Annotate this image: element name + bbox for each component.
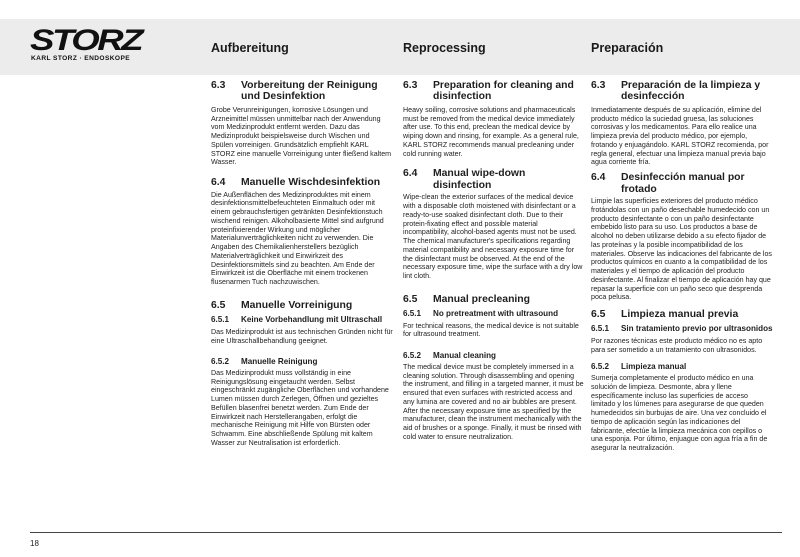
subsection-heading: 6.5.2 Manuelle Reinigung (211, 357, 318, 367)
page-number: 18 (30, 539, 39, 548)
section-heading: 6.4 Desinfección manual por frotado (591, 172, 745, 195)
section-heading: 6.5 Limpieza manual previa (591, 309, 739, 320)
column-header-german: Aufbereitung (211, 41, 289, 55)
subsection-heading: 6.5.1 No pretreatment with ultrasound (403, 309, 559, 319)
section-text: The medical device must be completely immersed in a cleaning solution. Through disassembling and opening the instrument, and filling in a targeted manner, it must be ensured that even surfaces with restricted access and any lumina are covered and no air bubbles are present. After the necessary exposure time as specified by the manufacturer, clean the instrument mechanically with the aid of brushes or a sponge. Finally, it must be rinsed with cold water to ensure neutralization. (403, 362, 584, 441)
section-text: Die Außenflächen des Medizinproduktes mit einem desinfektionsmittelbefeuchteten Einmaltuch oder mit einem gebrauchsfertigen getränkten Desinfektionstuch wischend reinigen. Alkoholbasierte Mittel sind aufgrund proteinfixierender Wirkung und möglicher Materialunverträglichkeiten nicht zu verwenden. Die Angaben des Chemikalienherstellers bezüglich Materialverträglichkeit und Einwirkzeit des Desinfektionsmittels sind zu beachten. Am Ende der Einwirkzeit ist die Oberfläche mit einem trockenen flusenarmen Tuch nachzuwischen. (211, 190, 384, 287)
section-text: For technical reasons, the medical device is not suitable for ultrasound treatment. (403, 321, 579, 339)
section-text: Das Medizinprodukt ist aus technischen Gründen nicht für eine Ultraschallbehandlung geeignet. (211, 327, 393, 345)
column-header-english: Reprocessing (403, 41, 486, 55)
section-heading: 6.4 Manual wipe-down disinfection (403, 168, 526, 191)
section-text: Por razones técnicas este producto médico no es apto para ser sometido a un tratamiento con ultrasonidos. (591, 336, 763, 354)
section-heading: 6.3 Preparation for cleaning and disinfection (403, 80, 574, 103)
subsection-heading: 6.5.2 Limpieza manual (591, 362, 687, 372)
section-heading: 6.5 Manual precleaning (403, 293, 531, 305)
column-english (403, 80, 585, 442)
section-heading: 6.3 Vorbereitung der Reinigung und Desinfektion (211, 80, 378, 103)
section-text: Das Medizinprodukt muss vollständig in eine Reinigungslösung eingetaucht werden. Selbst eingeschränkt zugängliche Oberflächen und vorhandene Lumen müssen durch Zerlegen, Öffnen und gezieltes Befüllen blasenfrei benetzt werden. Zum Ende der Einwirkzeit nach Herstellerangaben, erfolgt die mechanische Reinigung mit Hilfe von Bürsten oder Schwamm. Eine abschließende Spülung mit kaltem Wasser zur Neutralisation ist erforderlich. (211, 368, 389, 447)
footer-divider (30, 532, 782, 533)
logo-wordmark: STORZ (30, 24, 142, 57)
karl-storz-logo (30, 24, 142, 70)
column-header-spanish: Preparación (591, 41, 664, 55)
subsection-heading: 6.5.1 Keine Vorbehandlung mit Ultraschall (211, 315, 383, 325)
section-text: Grobe Verunreinigungen, korrosive Lösungen und Arzneimittel müssen unmittelbar nach der Anwendung vom Medizinprodukt entfernt werden. Dazu das Medizinprodukt beispielsweise durch Wischen und Spülen vorreinigen. Grundsätzlich empfiehlt KARL STORZ eine manuelle Vorreinigung unter fließend kaltem Wasser. (211, 105, 392, 167)
subsection-heading: 6.5.1 Sin tratamiento previo por ultrasonidos (591, 324, 773, 334)
section-text: Heavy soiling, corrosive solutions and pharmaceuticals must be removed from the medical device immediately after use. To this end, preclean the medical device by wiping down and rinsing, for example. As a general rule, KARL STORZ recommends manual precleaning under cold running water. (403, 105, 579, 158)
logo-subtitle: KARL STORZ · ENDOSKOPE (31, 55, 131, 62)
subsection-heading: 6.5.2 Manual cleaning (403, 351, 496, 361)
section-heading: 6.3 Preparación de la limpieza y desinfección (591, 80, 761, 103)
section-text: Wipe-clean the exterior surfaces of the medical device with a disposable cloth moistened with disinfectant or a ready-to-use soaked disinfectant cloth. Due to their protein-fixating effect and possible material incompatibility, alcohol-based agents must not be used. The chemical manufacturer's specifications regarding material compatibility and necessary exposure time for the disinfectant must be observed. At the end of the necessary exposure time, wipe the surface with a dry low lint cloth. (403, 193, 583, 280)
section-text: Inmediatamente después de su aplicación, elimine del producto médico la suciedad gruesa, las soluciones corrosivas y los medicamentos. Para ello realice una limpieza previa del producto médico, por ejemplo, frotando y enjuagándolo. KARL STORZ recomienda, por regla general, efectuar una limpieza manual previa bajo agua corriente fría. (591, 105, 769, 167)
section-text: Limpie las superficies exteriores del producto médico frotándolas con un paño desechable humedecido con un producto desinfectante o con un paño desinfectante embebido listo para su uso. Los productos a base de alcohol no deben utilizarse debido a su efecto fijador de las proteínas y la posible incompatibilidad de los materiales. Observe las indicaciones del fabricante de los productos químicos en cuanto a la compatibilidad de los materiales y el tiempo de aplicación del producto desinfectante. Al finalizar el tiempo de aplicación hay que repasar la superficie con un paño seco que desprenda poca pelusa. (591, 197, 772, 302)
column-german (211, 80, 393, 448)
section-heading: 6.5 Manuelle Vorreinigung (211, 299, 353, 311)
column-spanish (591, 80, 773, 453)
section-text: Sumerja completamente el producto médico en una solución de limpieza. Desmonte, abra y llene específicamente incluso las superficies de acceso limitado y los lúmenes para asegurarse de que queden humedecidos sin burbujas de aire. Una vez concluido el tiempo de aplicación según las indicaciones del fabricante, efectúe la limpieza mecánica con cepillos o una esponja. Por último, enjuague con agua fría a fin de asegurar la neutralización. (591, 374, 768, 453)
section-heading: 6.4 Manuelle Wischdesinfektion (211, 177, 381, 189)
